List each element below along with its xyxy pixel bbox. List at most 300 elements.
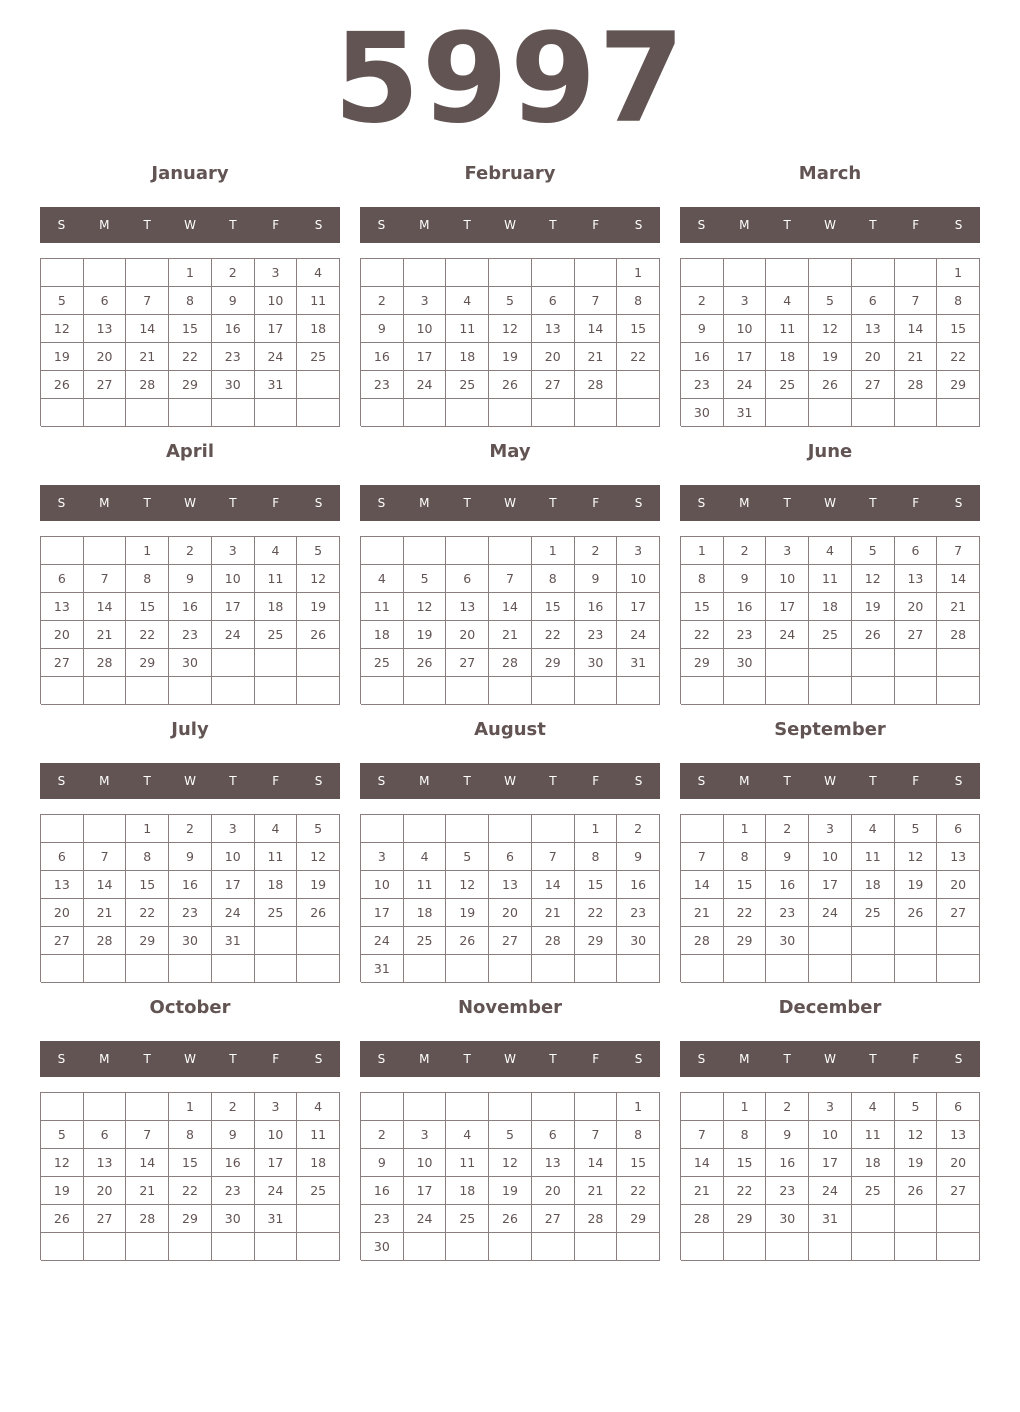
day-cell[interactable]: 16	[169, 871, 212, 899]
day-cell[interactable]: 3	[255, 1093, 298, 1121]
day-cell[interactable]: 18	[809, 593, 852, 621]
day-cell[interactable]: 15	[126, 871, 169, 899]
day-cell[interactable]: 19	[297, 871, 340, 899]
day-cell[interactable]: 14	[575, 1149, 618, 1177]
day-cell[interactable]: 7	[937, 537, 980, 565]
day-cell[interactable]: 5	[489, 287, 532, 315]
day-cell[interactable]: 15	[169, 1149, 212, 1177]
day-cell[interactable]: 8	[937, 287, 980, 315]
day-cell[interactable]: 9	[617, 843, 660, 871]
day-cell[interactable]: 4	[446, 287, 489, 315]
day-cell[interactable]: 5	[41, 1121, 84, 1149]
day-cell[interactable]: 29	[937, 371, 980, 399]
day-cell[interactable]: 6	[532, 287, 575, 315]
day-cell[interactable]: 23	[212, 343, 255, 371]
day-cell[interactable]: 2	[681, 287, 724, 315]
day-cell[interactable]: 18	[446, 343, 489, 371]
day-cell[interactable]: 19	[895, 1149, 938, 1177]
day-cell[interactable]: 27	[532, 1205, 575, 1233]
day-cell[interactable]: 27	[84, 1205, 127, 1233]
day-cell[interactable]: 3	[212, 537, 255, 565]
day-cell[interactable]: 27	[84, 371, 127, 399]
day-cell[interactable]: 25	[404, 927, 447, 955]
day-cell[interactable]: 24	[617, 621, 660, 649]
day-cell[interactable]: 25	[766, 371, 809, 399]
day-cell[interactable]: 11	[255, 843, 298, 871]
day-cell[interactable]: 4	[404, 843, 447, 871]
day-cell[interactable]: 16	[766, 1149, 809, 1177]
day-cell[interactable]: 4	[297, 1093, 340, 1121]
day-cell[interactable]: 13	[532, 315, 575, 343]
day-cell[interactable]: 15	[617, 315, 660, 343]
day-cell[interactable]: 29	[724, 1205, 767, 1233]
day-cell[interactable]: 15	[724, 871, 767, 899]
day-cell[interactable]: 29	[126, 649, 169, 677]
day-cell[interactable]: 22	[126, 899, 169, 927]
day-cell[interactable]: 5	[809, 287, 852, 315]
day-cell[interactable]: 7	[84, 843, 127, 871]
day-cell[interactable]: 31	[212, 927, 255, 955]
day-cell[interactable]: 24	[809, 1177, 852, 1205]
day-cell[interactable]: 25	[809, 621, 852, 649]
day-cell[interactable]: 9	[361, 1149, 404, 1177]
day-cell[interactable]: 5	[895, 1093, 938, 1121]
day-cell[interactable]: 28	[84, 649, 127, 677]
day-cell[interactable]: 1	[724, 815, 767, 843]
day-cell[interactable]: 16	[766, 871, 809, 899]
day-cell[interactable]: 1	[532, 537, 575, 565]
day-cell[interactable]: 20	[489, 899, 532, 927]
day-cell[interactable]: 9	[575, 565, 618, 593]
day-cell[interactable]: 28	[126, 371, 169, 399]
day-cell[interactable]: 6	[84, 1121, 127, 1149]
day-cell[interactable]: 17	[404, 1177, 447, 1205]
day-cell[interactable]: 17	[724, 343, 767, 371]
day-cell[interactable]: 4	[255, 815, 298, 843]
day-cell[interactable]: 19	[404, 621, 447, 649]
day-cell[interactable]: 14	[681, 871, 724, 899]
day-cell[interactable]: 29	[724, 927, 767, 955]
day-cell[interactable]: 7	[681, 1121, 724, 1149]
day-cell[interactable]: 16	[361, 343, 404, 371]
day-cell[interactable]: 20	[937, 1149, 980, 1177]
day-cell[interactable]: 31	[724, 399, 767, 427]
day-cell[interactable]: 6	[489, 843, 532, 871]
day-cell[interactable]: 23	[361, 1205, 404, 1233]
day-cell[interactable]: 13	[937, 843, 980, 871]
day-cell[interactable]: 8	[169, 1121, 212, 1149]
day-cell[interactable]: 17	[617, 593, 660, 621]
day-cell[interactable]: 28	[681, 927, 724, 955]
day-cell[interactable]: 11	[297, 287, 340, 315]
day-cell[interactable]: 5	[489, 1121, 532, 1149]
day-cell[interactable]: 20	[84, 343, 127, 371]
day-cell[interactable]: 14	[84, 871, 127, 899]
day-cell[interactable]: 5	[852, 537, 895, 565]
day-cell[interactable]: 19	[489, 343, 532, 371]
day-cell[interactable]: 13	[937, 1121, 980, 1149]
day-cell[interactable]: 10	[404, 315, 447, 343]
day-cell[interactable]: 24	[766, 621, 809, 649]
day-cell[interactable]: 17	[212, 871, 255, 899]
day-cell[interactable]: 22	[724, 899, 767, 927]
day-cell[interactable]: 22	[724, 1177, 767, 1205]
day-cell[interactable]: 22	[681, 621, 724, 649]
day-cell[interactable]: 8	[532, 565, 575, 593]
day-cell[interactable]: 15	[169, 315, 212, 343]
day-cell[interactable]: 20	[84, 1177, 127, 1205]
day-cell[interactable]: 30	[575, 649, 618, 677]
day-cell[interactable]: 20	[41, 621, 84, 649]
day-cell[interactable]: 9	[724, 565, 767, 593]
day-cell[interactable]: 7	[575, 287, 618, 315]
day-cell[interactable]: 11	[404, 871, 447, 899]
day-cell[interactable]: 9	[766, 1121, 809, 1149]
day-cell[interactable]: 13	[489, 871, 532, 899]
day-cell[interactable]: 6	[895, 537, 938, 565]
day-cell[interactable]: 2	[212, 1093, 255, 1121]
day-cell[interactable]: 30	[212, 1205, 255, 1233]
day-cell[interactable]: 7	[575, 1121, 618, 1149]
day-cell[interactable]: 6	[84, 287, 127, 315]
day-cell[interactable]: 22	[169, 1177, 212, 1205]
day-cell[interactable]: 20	[446, 621, 489, 649]
day-cell[interactable]: 2	[724, 537, 767, 565]
day-cell[interactable]: 14	[937, 565, 980, 593]
day-cell[interactable]: 10	[809, 843, 852, 871]
day-cell[interactable]: 13	[41, 593, 84, 621]
day-cell[interactable]: 20	[852, 343, 895, 371]
day-cell[interactable]: 7	[489, 565, 532, 593]
day-cell[interactable]: 10	[404, 1149, 447, 1177]
day-cell[interactable]: 18	[297, 315, 340, 343]
day-cell[interactable]: 26	[895, 899, 938, 927]
day-cell[interactable]: 21	[126, 1177, 169, 1205]
day-cell[interactable]: 4	[297, 259, 340, 287]
day-cell[interactable]: 13	[532, 1149, 575, 1177]
day-cell[interactable]: 31	[255, 371, 298, 399]
day-cell[interactable]: 12	[41, 315, 84, 343]
day-cell[interactable]: 1	[617, 1093, 660, 1121]
day-cell[interactable]: 13	[84, 1149, 127, 1177]
day-cell[interactable]: 29	[169, 1205, 212, 1233]
day-cell[interactable]: 12	[297, 565, 340, 593]
day-cell[interactable]: 21	[575, 343, 618, 371]
day-cell[interactable]: 15	[575, 871, 618, 899]
day-cell[interactable]: 3	[809, 815, 852, 843]
day-cell[interactable]: 22	[617, 1177, 660, 1205]
day-cell[interactable]: 24	[212, 621, 255, 649]
day-cell[interactable]: 23	[169, 899, 212, 927]
day-cell[interactable]: 28	[895, 371, 938, 399]
day-cell[interactable]: 15	[126, 593, 169, 621]
day-cell[interactable]: 30	[617, 927, 660, 955]
day-cell[interactable]: 27	[895, 621, 938, 649]
day-cell[interactable]: 3	[404, 287, 447, 315]
day-cell[interactable]: 26	[852, 621, 895, 649]
day-cell[interactable]: 29	[126, 927, 169, 955]
day-cell[interactable]: 23	[575, 621, 618, 649]
day-cell[interactable]: 12	[446, 871, 489, 899]
day-cell[interactable]: 26	[895, 1177, 938, 1205]
day-cell[interactable]: 16	[212, 1149, 255, 1177]
day-cell[interactable]: 22	[937, 343, 980, 371]
day-cell[interactable]: 19	[446, 899, 489, 927]
day-cell[interactable]: 21	[532, 899, 575, 927]
day-cell[interactable]: 14	[681, 1149, 724, 1177]
day-cell[interactable]: 30	[169, 649, 212, 677]
day-cell[interactable]: 15	[617, 1149, 660, 1177]
day-cell[interactable]: 21	[126, 343, 169, 371]
day-cell[interactable]: 24	[404, 1205, 447, 1233]
day-cell[interactable]: 8	[724, 843, 767, 871]
day-cell[interactable]: 11	[766, 315, 809, 343]
day-cell[interactable]: 1	[575, 815, 618, 843]
day-cell[interactable]: 25	[297, 343, 340, 371]
day-cell[interactable]: 27	[41, 927, 84, 955]
day-cell[interactable]: 25	[446, 371, 489, 399]
day-cell[interactable]: 2	[617, 815, 660, 843]
day-cell[interactable]: 13	[446, 593, 489, 621]
day-cell[interactable]: 26	[297, 621, 340, 649]
day-cell[interactable]: 8	[681, 565, 724, 593]
day-cell[interactable]: 28	[126, 1205, 169, 1233]
day-cell[interactable]: 12	[404, 593, 447, 621]
day-cell[interactable]: 30	[212, 371, 255, 399]
day-cell[interactable]: 18	[255, 593, 298, 621]
day-cell[interactable]: 25	[361, 649, 404, 677]
day-cell[interactable]: 16	[361, 1177, 404, 1205]
day-cell[interactable]: 16	[575, 593, 618, 621]
day-cell[interactable]: 6	[937, 1093, 980, 1121]
day-cell[interactable]: 24	[724, 371, 767, 399]
day-cell[interactable]: 25	[255, 899, 298, 927]
day-cell[interactable]: 24	[809, 899, 852, 927]
day-cell[interactable]: 18	[361, 621, 404, 649]
day-cell[interactable]: 9	[681, 315, 724, 343]
day-cell[interactable]: 29	[532, 649, 575, 677]
day-cell[interactable]: 1	[617, 259, 660, 287]
day-cell[interactable]: 25	[852, 899, 895, 927]
day-cell[interactable]: 30	[766, 927, 809, 955]
day-cell[interactable]: 17	[255, 1149, 298, 1177]
day-cell[interactable]: 4	[766, 287, 809, 315]
day-cell[interactable]: 29	[681, 649, 724, 677]
day-cell[interactable]: 5	[297, 537, 340, 565]
day-cell[interactable]: 4	[809, 537, 852, 565]
day-cell[interactable]: 17	[809, 1149, 852, 1177]
day-cell[interactable]: 7	[895, 287, 938, 315]
day-cell[interactable]: 13	[895, 565, 938, 593]
day-cell[interactable]: 8	[169, 287, 212, 315]
day-cell[interactable]: 24	[404, 371, 447, 399]
day-cell[interactable]: 11	[446, 1149, 489, 1177]
day-cell[interactable]: 1	[126, 537, 169, 565]
day-cell[interactable]: 12	[489, 315, 532, 343]
day-cell[interactable]: 22	[617, 343, 660, 371]
day-cell[interactable]: 7	[126, 287, 169, 315]
day-cell[interactable]: 11	[809, 565, 852, 593]
day-cell[interactable]: 11	[852, 843, 895, 871]
day-cell[interactable]: 21	[489, 621, 532, 649]
day-cell[interactable]: 20	[937, 871, 980, 899]
day-cell[interactable]: 26	[489, 371, 532, 399]
day-cell[interactable]: 17	[361, 899, 404, 927]
day-cell[interactable]: 15	[681, 593, 724, 621]
day-cell[interactable]: 26	[404, 649, 447, 677]
day-cell[interactable]: 20	[532, 1177, 575, 1205]
day-cell[interactable]: 4	[852, 1093, 895, 1121]
day-cell[interactable]: 15	[532, 593, 575, 621]
day-cell[interactable]: 5	[41, 287, 84, 315]
day-cell[interactable]: 25	[852, 1177, 895, 1205]
day-cell[interactable]: 14	[489, 593, 532, 621]
day-cell[interactable]: 10	[724, 315, 767, 343]
day-cell[interactable]: 30	[681, 399, 724, 427]
day-cell[interactable]: 12	[41, 1149, 84, 1177]
day-cell[interactable]: 6	[852, 287, 895, 315]
day-cell[interactable]: 8	[126, 565, 169, 593]
day-cell[interactable]: 22	[169, 343, 212, 371]
day-cell[interactable]: 3	[766, 537, 809, 565]
day-cell[interactable]: 27	[532, 371, 575, 399]
day-cell[interactable]: 25	[255, 621, 298, 649]
day-cell[interactable]: 19	[489, 1177, 532, 1205]
day-cell[interactable]: 8	[724, 1121, 767, 1149]
day-cell[interactable]: 23	[766, 899, 809, 927]
day-cell[interactable]: 14	[126, 1149, 169, 1177]
day-cell[interactable]: 11	[852, 1121, 895, 1149]
day-cell[interactable]: 27	[937, 1177, 980, 1205]
day-cell[interactable]: 31	[617, 649, 660, 677]
day-cell[interactable]: 16	[681, 343, 724, 371]
day-cell[interactable]: 14	[575, 315, 618, 343]
day-cell[interactable]: 23	[361, 371, 404, 399]
day-cell[interactable]: 23	[169, 621, 212, 649]
day-cell[interactable]: 17	[212, 593, 255, 621]
day-cell[interactable]: 28	[575, 371, 618, 399]
day-cell[interactable]: 26	[297, 899, 340, 927]
day-cell[interactable]: 4	[446, 1121, 489, 1149]
day-cell[interactable]: 27	[446, 649, 489, 677]
day-cell[interactable]: 18	[852, 871, 895, 899]
day-cell[interactable]: 30	[766, 1205, 809, 1233]
day-cell[interactable]: 17	[404, 343, 447, 371]
day-cell[interactable]: 27	[489, 927, 532, 955]
day-cell[interactable]: 15	[724, 1149, 767, 1177]
day-cell[interactable]: 26	[489, 1205, 532, 1233]
day-cell[interactable]: 24	[361, 927, 404, 955]
day-cell[interactable]: 13	[84, 315, 127, 343]
day-cell[interactable]: 12	[809, 315, 852, 343]
day-cell[interactable]: 6	[937, 815, 980, 843]
day-cell[interactable]: 21	[84, 899, 127, 927]
day-cell[interactable]: 20	[532, 343, 575, 371]
day-cell[interactable]: 17	[766, 593, 809, 621]
day-cell[interactable]: 12	[852, 565, 895, 593]
day-cell[interactable]: 7	[681, 843, 724, 871]
day-cell[interactable]: 2	[575, 537, 618, 565]
day-cell[interactable]: 24	[255, 1177, 298, 1205]
day-cell[interactable]: 19	[895, 871, 938, 899]
day-cell[interactable]: 27	[937, 899, 980, 927]
day-cell[interactable]: 10	[255, 1121, 298, 1149]
day-cell[interactable]: 27	[41, 649, 84, 677]
day-cell[interactable]: 23	[681, 371, 724, 399]
day-cell[interactable]: 9	[212, 287, 255, 315]
day-cell[interactable]: 13	[852, 315, 895, 343]
day-cell[interactable]: 22	[532, 621, 575, 649]
day-cell[interactable]: 2	[169, 815, 212, 843]
day-cell[interactable]: 16	[169, 593, 212, 621]
day-cell[interactable]: 8	[617, 1121, 660, 1149]
day-cell[interactable]: 3	[724, 287, 767, 315]
day-cell[interactable]: 18	[255, 871, 298, 899]
day-cell[interactable]: 28	[575, 1205, 618, 1233]
day-cell[interactable]: 14	[126, 315, 169, 343]
day-cell[interactable]: 9	[169, 843, 212, 871]
day-cell[interactable]: 4	[361, 565, 404, 593]
day-cell[interactable]: 22	[126, 621, 169, 649]
day-cell[interactable]: 21	[937, 593, 980, 621]
day-cell[interactable]: 2	[212, 259, 255, 287]
day-cell[interactable]: 30	[361, 1233, 404, 1261]
day-cell[interactable]: 16	[617, 871, 660, 899]
day-cell[interactable]: 20	[41, 899, 84, 927]
day-cell[interactable]: 3	[255, 259, 298, 287]
day-cell[interactable]: 26	[41, 371, 84, 399]
day-cell[interactable]: 26	[809, 371, 852, 399]
day-cell[interactable]: 1	[724, 1093, 767, 1121]
day-cell[interactable]: 6	[41, 565, 84, 593]
day-cell[interactable]: 24	[255, 343, 298, 371]
day-cell[interactable]: 25	[297, 1177, 340, 1205]
day-cell[interactable]: 28	[937, 621, 980, 649]
day-cell[interactable]: 26	[446, 927, 489, 955]
day-cell[interactable]: 11	[361, 593, 404, 621]
day-cell[interactable]: 9	[212, 1121, 255, 1149]
day-cell[interactable]: 3	[404, 1121, 447, 1149]
day-cell[interactable]: 21	[575, 1177, 618, 1205]
day-cell[interactable]: 1	[126, 815, 169, 843]
day-cell[interactable]: 2	[361, 1121, 404, 1149]
day-cell[interactable]: 5	[297, 815, 340, 843]
day-cell[interactable]: 28	[84, 927, 127, 955]
day-cell[interactable]: 21	[681, 899, 724, 927]
day-cell[interactable]: 1	[169, 1093, 212, 1121]
day-cell[interactable]: 11	[255, 565, 298, 593]
day-cell[interactable]: 2	[766, 1093, 809, 1121]
day-cell[interactable]: 14	[84, 593, 127, 621]
day-cell[interactable]: 28	[489, 649, 532, 677]
day-cell[interactable]: 12	[895, 1121, 938, 1149]
day-cell[interactable]: 18	[766, 343, 809, 371]
day-cell[interactable]: 19	[809, 343, 852, 371]
day-cell[interactable]: 5	[446, 843, 489, 871]
day-cell[interactable]: 25	[446, 1205, 489, 1233]
day-cell[interactable]: 31	[361, 955, 404, 983]
day-cell[interactable]: 9	[766, 843, 809, 871]
day-cell[interactable]: 28	[532, 927, 575, 955]
day-cell[interactable]: 8	[126, 843, 169, 871]
day-cell[interactable]: 6	[41, 843, 84, 871]
day-cell[interactable]: 11	[297, 1121, 340, 1149]
day-cell[interactable]: 18	[297, 1149, 340, 1177]
day-cell[interactable]: 7	[532, 843, 575, 871]
day-cell[interactable]: 10	[617, 565, 660, 593]
day-cell[interactable]: 2	[169, 537, 212, 565]
day-cell[interactable]: 10	[212, 565, 255, 593]
